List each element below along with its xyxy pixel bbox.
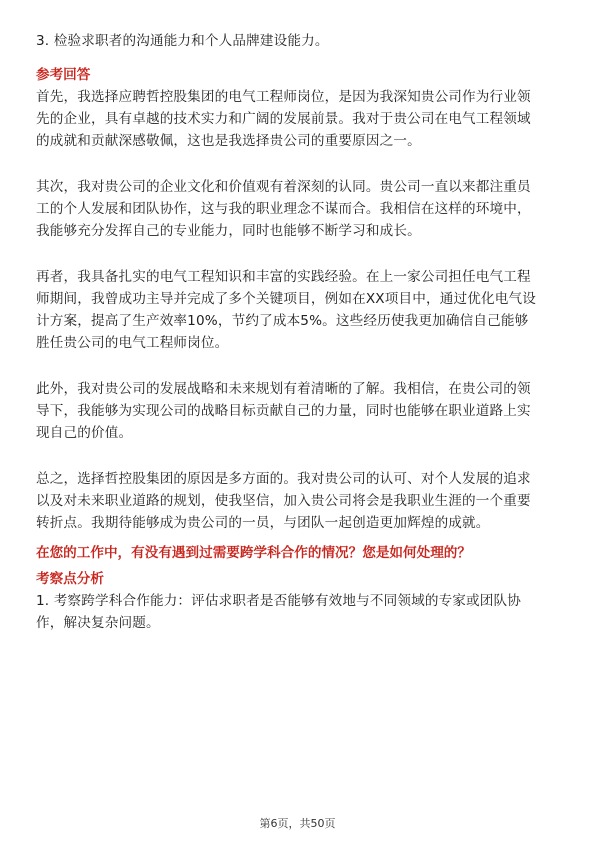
answer-paragraph-4 — [36, 378, 559, 444]
paragraph-line: 首先，我选择应聘哲控股集团的电气工程师岗位，是因为我深知贵公司作为行业领 — [36, 89, 531, 105]
paragraph-line: 我能够充分发挥自己的专业能力，同时也能够不断学习和成长。 — [36, 223, 421, 239]
answer-paragraph-5 — [36, 468, 559, 534]
paragraph-line: 师期间，我曾成功主导并完成了多个关键项目，例如在XX项目中，通过优化电气设 — [36, 291, 536, 307]
paragraph-line: 转折点。我期待能够成为贵公司的一员，与团队一起创造更加辉煌的成就。 — [36, 515, 490, 531]
analysis-heading: 考察点分析 — [36, 571, 104, 587]
evaluation-item-3: 3. 检验求职者的沟通能力和个人品牌建设能力。 — [36, 33, 329, 49]
answer-paragraph-3 — [36, 266, 559, 354]
answer-paragraph-2 — [36, 176, 559, 242]
paragraph-line: 其次，我对贵公司的企业文化和价值观有着深刻的认同。贵公司一直以来都注重员 — [36, 179, 531, 195]
analysis-line: 1. 考察跨学科合作能力：评估求职者是否能够有效地与不同领域的专家或团队协 — [36, 593, 522, 609]
analysis-item-1 — [36, 590, 559, 634]
paragraph-line: 再者，我具备扎实的电气工程知识和丰富的实践经验。在上一家公司担任电气工程 — [36, 269, 531, 285]
analysis-line: 作，解决复杂问题。 — [36, 615, 160, 631]
interview-question: 在您的工作中，有没有遇到过需要跨学科合作的情况？您是如何处理的？ — [36, 545, 471, 561]
paragraph-line: 胜任贵公司的电气工程师岗位。 — [36, 335, 229, 351]
paragraph-line: 的成就和贡献深感敬佩，这也是我选择贵公司的重要原因之一。 — [36, 133, 421, 149]
paragraph-line: 导下，我能够为实现公司的战略目标贡献自己的力量，同时也能够在职业道路上实 — [36, 403, 531, 419]
paragraph-line: 以及对未来职业道路的规划，使我坚信，加入贵公司将会是我职业生涯的一个重要 — [36, 493, 531, 509]
paragraph-line: 工的个人发展和团队协作，这与我的职业理念不谋而合。我相信在这样的环境中， — [36, 201, 531, 217]
paragraph-line: 总之，选择哲控股集团的原因是多方面的。我对贵公司的认可、对个人发展的追求 — [36, 471, 531, 487]
page-number-footer: 第6页，共50页 — [259, 817, 336, 830]
answer-paragraph-1 — [36, 86, 559, 152]
paragraph-line: 此外，我对贵公司的发展战略和未来规划有着清晰的了解。我相信，在贵公司的领 — [36, 381, 531, 397]
document-page — [36, 30, 559, 634]
reference-answer-heading: 参考回答 — [36, 67, 91, 83]
paragraph-line: 现自己的价值。 — [36, 425, 133, 441]
paragraph-line: 先的企业，具有卓越的技术实力和广阔的发展前景。我对于贵公司在电气工程领域 — [36, 111, 531, 127]
paragraph-line: 计方案，提高了生产效率10%，节约了成本5%。这些经历使我更加确信自己能够 — [36, 313, 529, 329]
